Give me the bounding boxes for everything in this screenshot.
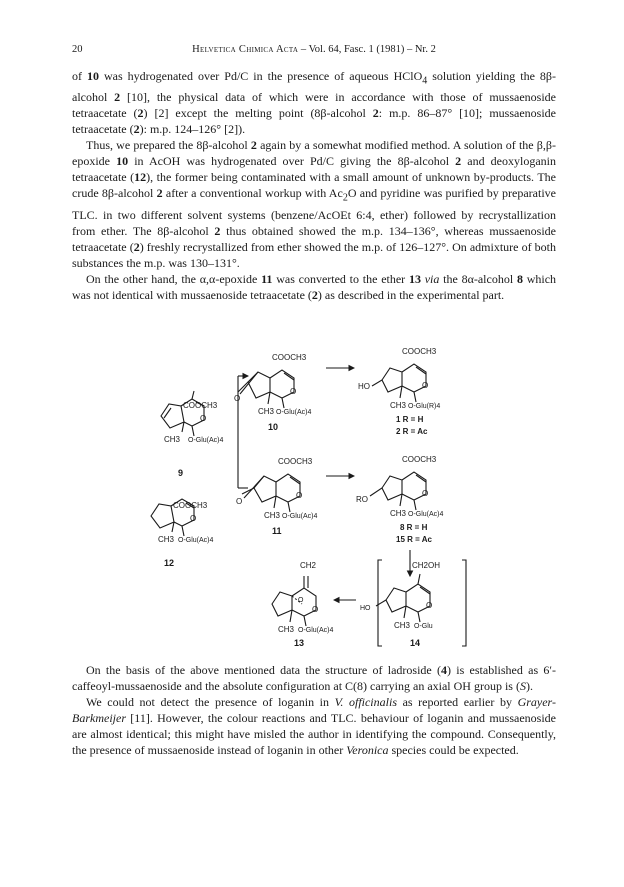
paragraph (72, 662, 556, 694)
cmp15-label: 15 R = Ac (396, 535, 432, 544)
paragraph (72, 694, 556, 758)
compound-11-structure (236, 457, 318, 536)
svg-text:O: O (290, 387, 297, 396)
text-run: 2 (137, 106, 144, 121)
cmp13-methyl: CH3 (278, 625, 295, 634)
text-run: was hydrogenated over Pd/C in the presence of aqueous HClO (99, 69, 423, 83)
paragraph (72, 137, 556, 270)
text-run: was converted to the ether (272, 271, 409, 286)
svg-text:O: O (426, 601, 433, 610)
text-run: 11 (261, 271, 273, 286)
cmp12-methyl: CH3 (158, 535, 175, 544)
text-run: 2 (250, 138, 257, 153)
body-text-top (72, 68, 556, 303)
svg-text:O: O (296, 491, 303, 500)
cmp12-number: 12 (164, 558, 175, 568)
text-run: ) freshly recrystallized from ether showed the m.p. of 126–127°. On admixture of both substances the m.p. was 130–131°. (72, 239, 556, 270)
text-run: 4 (422, 75, 428, 87)
reaction-scheme (120, 328, 540, 658)
text-run: 2 (156, 186, 163, 201)
cmp9-number: 9 (178, 468, 184, 478)
cmp13-glucose: O-Glu(Ac)4 (298, 627, 334, 634)
text-run: Grayer-Barkmeijer (72, 695, 556, 725)
reaction-scheme-svg (120, 328, 540, 658)
cmp11-glucose: O-Glu(Ac)4 (282, 513, 318, 520)
text-run: : m.p. 86–87° [10]; mussaenoside tetraacetate ( (72, 106, 556, 137)
cmp10-ester: COOCH3 (272, 353, 307, 362)
text-run: 4 (441, 663, 448, 677)
text-run: ) is established as 6′-caffeoyl-mussaenoside and the absolute configuration at C(8) carrying an axial OH group is ( (72, 663, 556, 693)
text-run: Thus, we prepared the 8β-alcohol (86, 138, 251, 153)
paragraph (72, 271, 556, 303)
text-run: 2 (311, 287, 318, 302)
cmp9-ester: COOCH3 (183, 401, 218, 410)
text-run: [10], the physical data of which were in accordance with those of mussaenoside tetraacetate ( (72, 90, 556, 121)
cmp8-oxy: RO (356, 495, 368, 504)
cmp9-methyl: CH3 (164, 435, 181, 444)
compound-8-15-structure (356, 455, 444, 544)
cmp1-hydroxyl: HO (358, 382, 370, 391)
running-title: Helvetica Chimica Acta – Vol. 64, Fasc. 1 (1981) – Nr. 2 (192, 44, 436, 55)
text-run: solution yielding the 8β-alcohol (72, 69, 557, 105)
text-run: ): m.p. 124–126° [2]). (139, 122, 246, 137)
text-run: after a conventional workup with Ac (162, 186, 343, 201)
cmp1-label: 1 R = H (396, 415, 424, 424)
cmp11-methyl: CH3 (264, 511, 281, 520)
text-run: of (72, 69, 87, 83)
compound-14-structure (360, 561, 440, 648)
text-run: thus obtained showed the m.p. 134–136°, whereas mussaenoside tetraacetate ( (72, 223, 556, 254)
cmp10-methyl: CH3 (258, 407, 275, 416)
cmp13-ether: O (298, 597, 304, 604)
svg-text:O: O (190, 514, 197, 523)
cmp14-glucose: O-Glu (414, 623, 433, 630)
svg-text:O: O (200, 414, 207, 423)
svg-text:O: O (422, 489, 429, 498)
cmp8-glucose: O-Glu(Ac)4 (408, 511, 444, 518)
text-run: 2 (214, 223, 221, 238)
cmp8-ester: COOCH3 (402, 455, 437, 464)
svg-text:O: O (312, 605, 319, 614)
text-run: We could not detect the presence of loganin in (86, 695, 335, 709)
cmp13-methylene: CH2 (300, 561, 317, 570)
page-number: 20 (72, 44, 83, 55)
cmp12-glucose: O-Glu(Ac)4 (178, 537, 214, 544)
running-header (72, 44, 556, 58)
text-run: [11]. However, the colour reactions and TLC. behaviour of loganin and mussaenoside are almost identical; this might have misled the author in identifying the compound. Consequently, the presence of mussaenoside instead of loganin in other (72, 711, 556, 757)
text-run: in AcOH was hydrogenated over Pd/C giving the 8β-alcohol (128, 154, 456, 169)
text-run: ). (525, 679, 533, 693)
cmp14-alcohol: CH2OH (412, 561, 441, 570)
body-text-bottom (72, 662, 556, 758)
cmp11-ester: COOCH3 (278, 457, 313, 466)
cmp8-methyl: CH3 (390, 509, 407, 518)
text-run: 8 (516, 271, 523, 286)
cmp14-number: 14 (410, 638, 421, 648)
text-run: again by a somewhat modified method. A solution of the β,β-epoxide (72, 138, 556, 169)
cmp1-ester: COOCH3 (402, 347, 437, 356)
compound-1-2-structure (358, 347, 440, 436)
text-run: 2 (455, 154, 462, 169)
text-run: On the basis of the above mentioned data the structure of ladroside ( (86, 663, 442, 677)
compound-9-structure (161, 391, 224, 478)
cmp11-number: 11 (272, 526, 282, 536)
text-run: 12 (134, 170, 147, 185)
text-run: O and pyridine was purified by preparative TLC. in two different solvent systems (benzene/AcOEt 6:4, ether) followed by recrystallization from ether. The 8β-alcohol (72, 186, 556, 238)
cmp10-epoxide: O (234, 394, 241, 403)
compound-13-structure (272, 561, 334, 648)
cmp10-glucose: O-Glu(Ac)4 (276, 409, 312, 416)
text-run: as reported earlier by (396, 695, 518, 709)
text-run: ) as described in the experimental part. (317, 287, 505, 302)
cmp14-hydroxyl: HO (360, 605, 371, 612)
text-run: ), the former being contaminated with a small amount of unknown by-products. The crude 8β-alcohol (72, 170, 556, 201)
text-run: via (424, 271, 440, 286)
cmp13-number: 13 (294, 638, 305, 648)
cmp14-methyl: CH3 (394, 621, 411, 630)
text-run: S (519, 679, 526, 693)
text-run: species could be expected. (388, 743, 519, 757)
text-run: 13 (408, 271, 421, 286)
text-run: 2 (114, 90, 121, 105)
paragraph (72, 68, 556, 137)
text-run: 2 (342, 192, 348, 204)
cmp1-glucose: O-Glu(R)4 (408, 403, 441, 410)
text-run: 2 (133, 122, 140, 137)
text-run: which was not identical with mussaenoside tetraacetate ( (72, 271, 557, 302)
text-run: On the other hand, the α,α-epoxide (86, 271, 262, 286)
svg-text:O: O (422, 381, 429, 390)
text-run: 10 (116, 154, 129, 169)
text-run: ) [2] except the melting point (8β-alcohol (143, 106, 373, 121)
cmp8-label: 8 R = H (400, 523, 428, 532)
text-run: V. officinalis (334, 695, 397, 709)
text-run: 10 (87, 69, 99, 83)
cmp10-number: 10 (268, 422, 279, 432)
compound-12-structure (151, 499, 214, 568)
text-run: 2 (372, 106, 379, 121)
cmp11-epoxide: O (236, 497, 243, 506)
cmp9-glucose: O-Glu(Ac)4 (188, 437, 224, 444)
text-run: 2 (133, 239, 140, 254)
cmp1-methyl: CH3 (390, 401, 407, 410)
text-run: and deoxyloganin tetraacetate ( (72, 154, 556, 185)
text-run: the 8α-alcohol (439, 271, 517, 286)
cmp12-ester: COOCH3 (173, 501, 208, 510)
cmp2-label: 2 R = Ac (396, 427, 428, 436)
text-run: Veronica (346, 743, 389, 757)
compound-10-structure (234, 353, 312, 432)
